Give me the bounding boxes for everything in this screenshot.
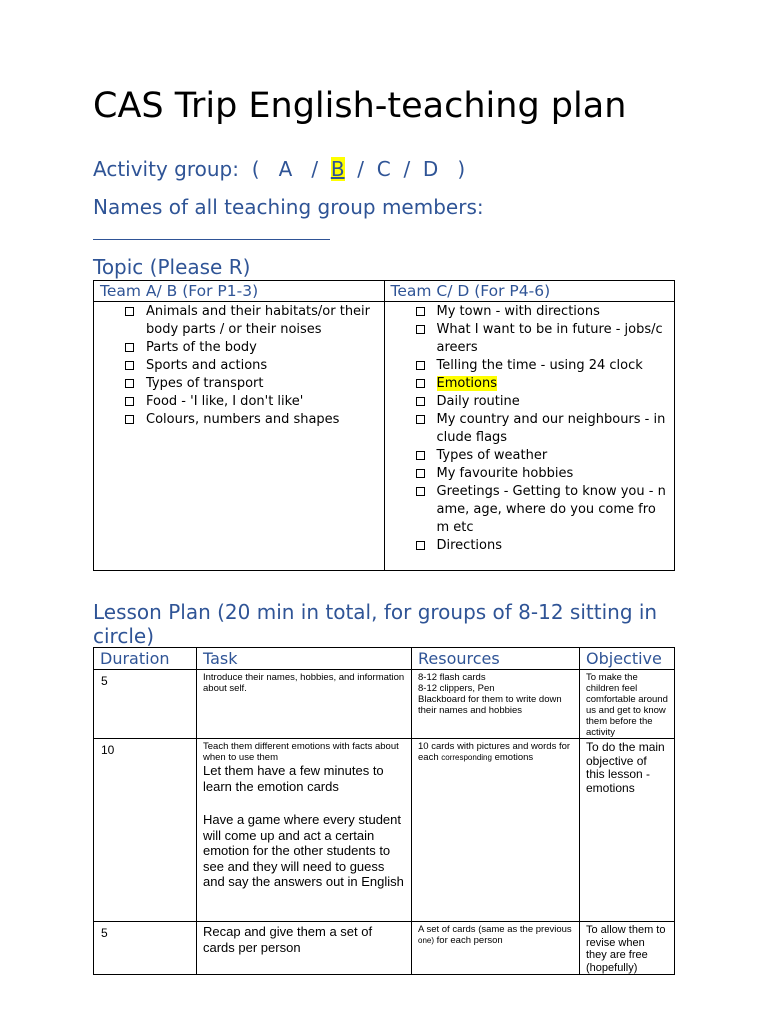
checkbox-icon (416, 307, 425, 316)
option-b-selected: B (330, 157, 345, 181)
lesson-row (94, 739, 675, 922)
checkbox-icon (416, 379, 425, 388)
topic-table (93, 280, 675, 571)
task-header: Task (197, 648, 412, 670)
activity-group-label: Activity group: (93, 157, 239, 181)
checkbox-icon (416, 469, 425, 478)
topic-item (385, 537, 675, 555)
topic-item (94, 303, 384, 339)
topic-item-label: Directions (436, 538, 503, 553)
topic-item (385, 321, 675, 357)
topic-item-label: Sports and actions (146, 358, 268, 373)
topic-item (385, 447, 675, 465)
checkbox-icon (125, 307, 134, 316)
topic-item (385, 483, 675, 537)
topic-item (94, 357, 384, 375)
checkbox-icon (125, 397, 134, 406)
duration-cell: 10 (94, 739, 197, 922)
topic-item-label: Emotions (436, 376, 498, 391)
checkbox-icon (125, 361, 134, 370)
resources-cell: 8-12 flash cards 8-12 clippers, Pen Blackboard for them to write down their names and hobbies (412, 670, 580, 739)
page-title: CAS Trip English-teaching plan (93, 86, 627, 126)
lesson-plan-table (93, 647, 675, 975)
topic-item (94, 393, 384, 411)
topic-item-label: Types of transport (146, 376, 264, 391)
checkbox-icon (416, 361, 425, 370)
team-cd-cell (384, 302, 675, 571)
topic-item-label: Types of weather (436, 448, 548, 463)
topic-item (94, 411, 384, 429)
task-cell: Recap and give them a set of cards per person (197, 922, 412, 975)
lesson-plan-heading: Lesson Plan (20 min in total, for groups of 8-12 sitting in circle) (93, 600, 658, 648)
topic-item-label: Greetings - Getting to know you - name, age, where do you come from etc (436, 484, 666, 535)
team-cd-topic-list (385, 303, 675, 555)
checkbox-icon (125, 379, 134, 388)
topic-item-label: My town - with directions (436, 304, 600, 319)
team-ab-topic-list (94, 303, 384, 429)
topic-item-label: My favourite hobbies (436, 466, 574, 481)
objective-cell: To make the children feel comfortable around us and get to know them before the activity (580, 670, 675, 739)
checkbox-icon (416, 397, 425, 406)
checkbox-icon (416, 325, 425, 334)
objective-header: Objective (580, 648, 675, 670)
topic-item (385, 465, 675, 483)
task-cell: Teach them different emotions with facts about when to use them Let them have a few minutes to learn the emotion cards Have a game where every student will come up and act a certain emotion for the other students to see and they will need to guess and say the answers out in English (197, 739, 412, 922)
topic-item-label: Telling the time - using 24 clock (436, 358, 643, 373)
checkbox-icon (416, 415, 425, 424)
task-cell: Introduce their names, hobbies, and information about self. (197, 670, 412, 739)
topic-item-label: What I want to be in future - jobs/careers (436, 322, 663, 355)
topic-item-label: Daily routine (436, 394, 520, 409)
activity-group: Activity group: ( A / B / C / D ) (93, 157, 466, 181)
duration-cell: 5 (94, 670, 197, 739)
topic-item-label: My country and our neighbours - include flags (436, 412, 666, 445)
topic-heading: Topic (Please R) (93, 255, 251, 279)
team-ab-header: Team A/ B (For P1-3) (94, 281, 385, 302)
checkbox-icon (125, 415, 134, 424)
resources-cell: 10 cards with pictures and words for each corresponding emotions (412, 739, 580, 922)
topic-item-label: Parts of the body (146, 340, 257, 355)
objective-cell: To do the main objective of this lesson - emotions (580, 739, 675, 922)
topic-item (385, 411, 675, 447)
objective-cell: To allow them to revise when they are free (hopefully) (580, 922, 675, 975)
checkbox-icon (416, 451, 425, 460)
names-fill-line (93, 239, 330, 240)
duration-cell: 5 (94, 922, 197, 975)
topic-item-label: Colours, numbers and shapes (146, 412, 340, 427)
option-a: A (278, 157, 293, 181)
topic-item (385, 303, 675, 321)
topic-item-label: Food - 'I like, I don't like' (146, 394, 304, 409)
topic-item (94, 375, 384, 393)
option-c: C (376, 157, 391, 181)
checkbox-icon (125, 343, 134, 352)
checkbox-icon (416, 487, 425, 496)
option-d: D (422, 157, 439, 181)
duration-header: Duration (94, 648, 197, 670)
topic-item (94, 339, 384, 357)
lesson-row (94, 922, 675, 975)
topic-item-label: Animals and their habitats/or their body parts / or their noises (146, 304, 371, 337)
checkbox-icon (416, 541, 425, 550)
topic-item (385, 375, 675, 393)
names-label: Names of all teaching group members: (93, 195, 484, 219)
team-cd-header: Team C/ D (For P4-6) (384, 281, 675, 302)
resources-header: Resources (412, 648, 580, 670)
topic-item (385, 393, 675, 411)
lesson-row (94, 670, 675, 739)
team-ab-cell (94, 302, 385, 571)
resources-cell: A set of cards (same as the previous one) for each person (412, 922, 580, 975)
topic-item (385, 357, 675, 375)
